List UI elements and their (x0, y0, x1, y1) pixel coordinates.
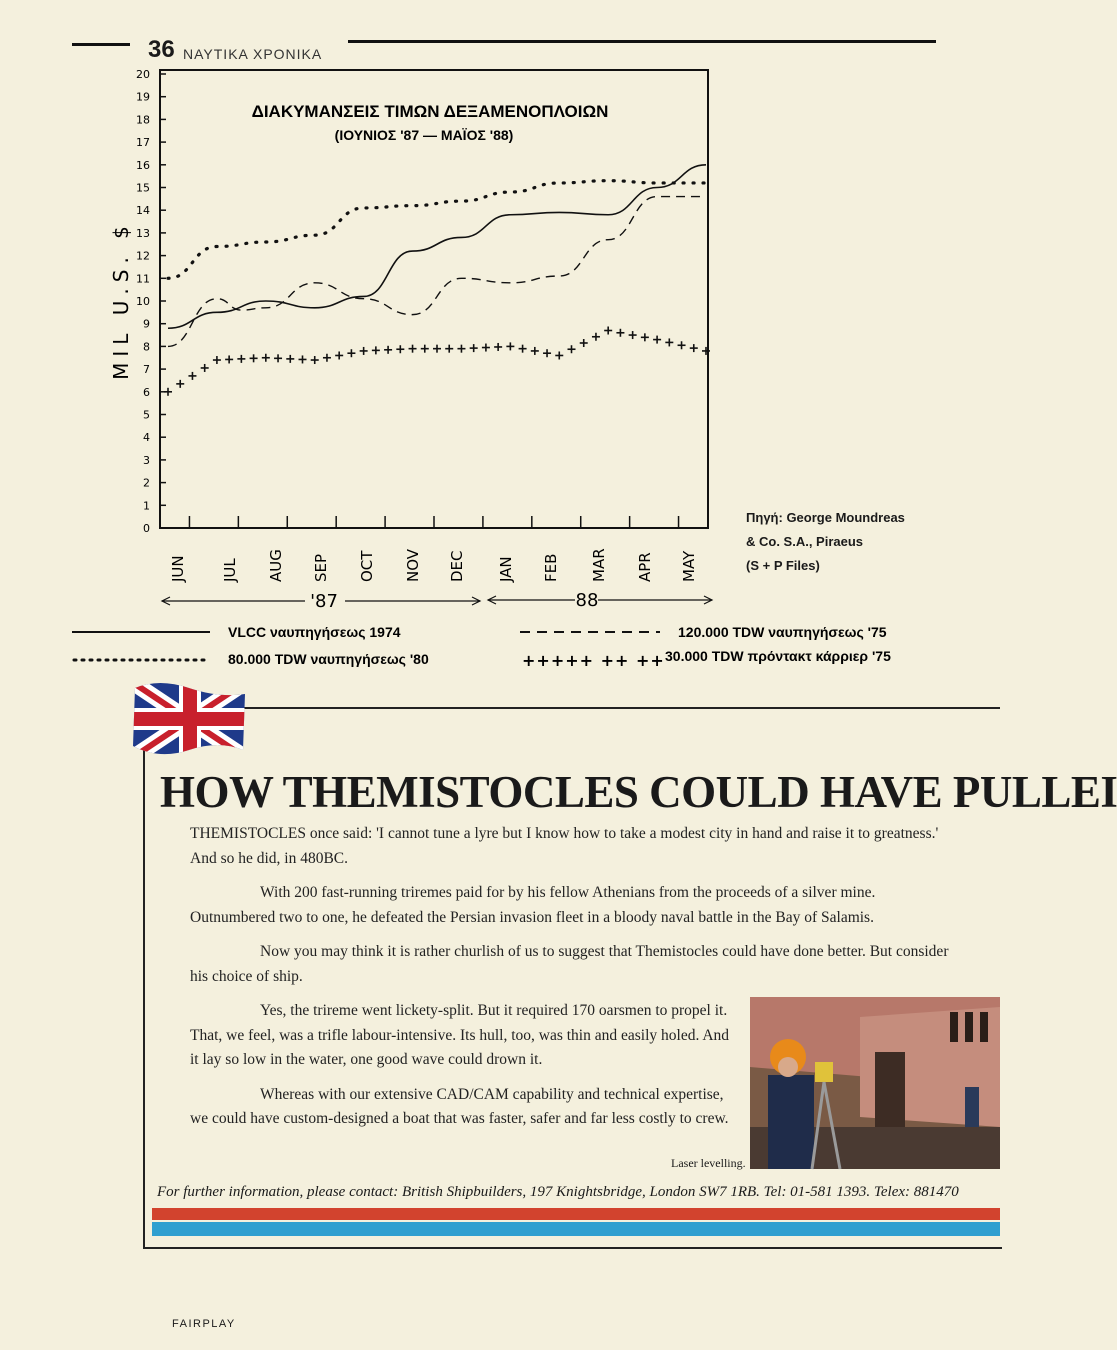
y-tick-label: 2 (143, 476, 150, 490)
series-point-cross (396, 345, 404, 353)
photo-caption: Laser levelling. (671, 1156, 746, 1170)
contact-information: For further information, please contact: British Shipbuilders, 197 Knightsbridge, London SW7 1RB. Tel: 01-581 1393. Telex: 881470 (157, 1184, 959, 1200)
period-arrows (162, 596, 712, 605)
x-tick-label: MAR (590, 548, 608, 582)
advertisement-top-rule (240, 707, 1000, 709)
ad-paragraph-3: Now you may think it is rather churlish of us to suggest that Themistocles could have done better. But consider his choice of ship. (190, 943, 949, 985)
series-point-cross (384, 346, 392, 354)
y-tick-label: 18 (136, 113, 150, 127)
series-line-dashed (168, 197, 706, 347)
series-point-cross (506, 342, 514, 350)
y-axis-ticks (136, 68, 166, 535)
chart-title: ΔΙΑΚΥΜΑΝΣΕΙΣ ΤΙΜΩΝ ΔΕΞΑΜΕΝΟΠΛΟΙΩΝ (251, 102, 609, 121)
series-point-cross (237, 355, 245, 363)
series-point-cross (347, 349, 355, 357)
y-tick-label: 6 (143, 385, 150, 399)
series-point-cross (543, 349, 551, 357)
ad-body (190, 822, 949, 1142)
series-point-cross (531, 347, 539, 355)
series-point-cross (641, 333, 649, 341)
y-tick-label: 10 (136, 295, 150, 308)
series-point-cross (225, 355, 233, 363)
legend-vlcc-label: VLCC ναυπηγήσεως 1974 (228, 624, 401, 640)
legend-tdw80-label: 80.000 TDW ναυπηγήσεως '80 (228, 651, 429, 667)
y-tick-label: 0 (143, 522, 150, 535)
price-fluctuation-chart (0, 0, 1000, 700)
series-point-cross (580, 339, 588, 347)
series-point-cross (592, 333, 600, 341)
series-point-cross (433, 345, 441, 353)
series-line-solid (168, 165, 706, 328)
ad-paragraph-1: THEMISTOCLES once said: 'I cannot tune a lyre but I know how to take a modest city in hand and raise it to greatness.' And so he did, in 480BC. (190, 825, 939, 867)
ad-paragraph-5: Whereas with our extensive CAD/CAM capability and technical expertise, we could have custom-designed a boat that was faster, safer and far less costly to crew. (190, 1085, 729, 1127)
series-point-cross (519, 345, 527, 353)
series-point-cross (653, 336, 661, 344)
y-tick-label: 15 (136, 181, 150, 195)
x-tick-label: DEC (448, 550, 466, 582)
series-point-cross (568, 345, 576, 353)
y-tick-label: 13 (136, 226, 150, 240)
x-tick-label: APR (636, 552, 654, 582)
chart-subtitle: (ΙΟΥΝΙΟΣ '87 — ΜΑΪΟΣ '88) (334, 127, 514, 143)
source-line-2: & Co. S.A., Piraeus (746, 534, 864, 549)
source-line-1: Πηγή: George Moundreas (746, 510, 905, 525)
ad-paragraph-4: Yes, the trireme went lickety-split. But it required 170 oarsmen to propel it. That, we feel, was a trifle labour-intensive. Its hull, too, was thin and easily holed. And it lay so low in the water, one good wave could drown it. (190, 1002, 730, 1068)
x-tick-label: NOV (404, 548, 422, 582)
y-tick-label: 1 (143, 499, 150, 513)
y-tick-label: 20 (136, 68, 150, 81)
y-tick-label: 12 (136, 249, 150, 263)
series-point-cross (457, 345, 465, 353)
y-tick-label: 14 (136, 204, 150, 218)
y-tick-label: 16 (136, 158, 150, 172)
x-tick-label: JAN (497, 556, 515, 582)
series-point-cross (555, 351, 563, 359)
y-tick-label: 4 (143, 431, 150, 445)
ad-headline: HOW THEMISTOCLES COULD HAVE PULLEI (160, 767, 1117, 817)
y-tick-label: 3 (143, 453, 150, 467)
series-point-cross (286, 355, 294, 363)
x-tick-label: OCT (358, 550, 376, 582)
blue-stripe (152, 1222, 1000, 1236)
series-point-cross (629, 331, 637, 339)
series-point-cross (164, 388, 172, 396)
y-tick-label: 7 (143, 363, 150, 377)
magazine-name: ΝΑΥΤΙΚΑ ΧΡΟΝΙΚΑ (183, 46, 323, 62)
union-jack-flag-icon (128, 680, 250, 760)
series-point-cross (604, 327, 612, 335)
legend-tdw30-label: 30.000 TDW πρόντακτ κάρριερ '75 (665, 648, 891, 664)
legend-cross-sample: +++++ ++ ++ (522, 651, 665, 670)
red-stripe (152, 1208, 1000, 1220)
series-layer (164, 165, 710, 396)
laser-levelling-photo (750, 997, 1000, 1169)
y-tick-label: 5 (143, 408, 150, 422)
legend-tdw120-label: 120.000 TDW ναυπηγήσεως '75 (678, 624, 887, 640)
x-tick-label: FEB (542, 553, 560, 582)
x-tick-label: JUL (221, 558, 239, 582)
series-point-cross (482, 344, 490, 352)
series-point-cross (445, 345, 453, 353)
series-point-cross (311, 356, 319, 364)
x-tick-label: AUG (267, 549, 285, 582)
series-point-cross (409, 345, 417, 353)
series-point-cross (360, 347, 368, 355)
period-88-label: 88 (575, 590, 599, 611)
y-tick-label: 11 (136, 272, 150, 286)
series-point-cross (201, 364, 209, 372)
series-point-cross (690, 344, 698, 352)
series-point-cross (323, 354, 331, 362)
period-87-label: '87 (310, 591, 338, 612)
series-point-cross (470, 344, 478, 352)
y-tick-label: 19 (136, 90, 150, 104)
series-point-cross (299, 355, 307, 363)
source-line-3: (S + P Files) (746, 558, 820, 573)
page-number: 36 (148, 36, 175, 63)
series-point-cross (372, 346, 380, 354)
series-point-cross (335, 351, 343, 359)
series-point-cross (262, 354, 270, 362)
x-tick-label: SEP (312, 553, 330, 582)
x-tick-label: MAY (680, 550, 698, 582)
series-point-cross (678, 341, 686, 349)
series-point-cross (250, 354, 258, 362)
footer-label: FAIRPLAY (172, 1318, 236, 1330)
x-tick-label: JUN (169, 555, 187, 582)
x-axis-ticks (169, 516, 698, 583)
series-point-cross (616, 329, 624, 337)
series-point-cross (665, 338, 673, 346)
y-tick-label: 17 (136, 136, 150, 150)
ad-paragraph-2: With 200 fast-running triremes paid for by his fellow Athenians from the proceeds of a silver mine. Outnumbered two to one, he defeated the Persian invasion fleet in a bloody naval battle in the Bay of Salamis. (190, 884, 876, 926)
y-tick-label: 9 (143, 317, 150, 331)
series-point-cross (188, 372, 196, 380)
series-point-cross (421, 345, 429, 353)
series-point-cross (494, 343, 502, 351)
series-point-cross (213, 356, 221, 364)
series-point-cross (176, 380, 184, 388)
y-tick-label: 8 (143, 340, 150, 354)
y-axis-label: MIL U.S. $ (109, 220, 133, 380)
series-point-cross (274, 354, 282, 362)
